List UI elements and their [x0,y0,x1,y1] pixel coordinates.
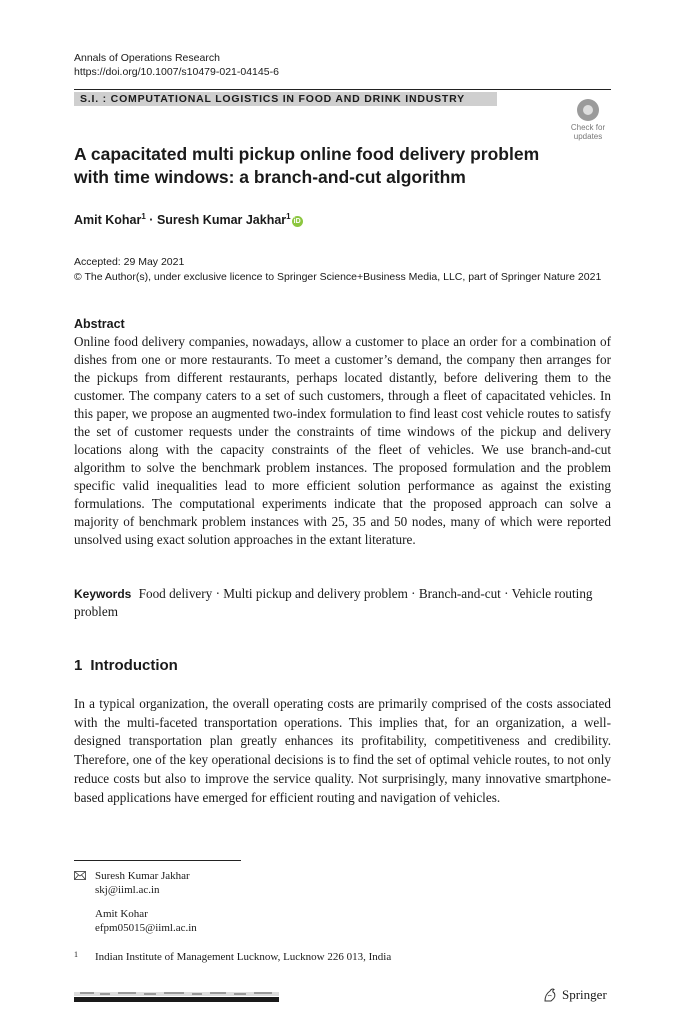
author-1-affiliation: 1 [141,212,146,221]
badge-line1: Check for [570,123,606,132]
doi-link[interactable]: https://doi.org/10.1007/s10479-021-04145-6 [74,66,279,78]
publication-meta [74,255,601,285]
keywords-label: Keywords [74,587,132,601]
springer-horse-icon [542,987,558,1003]
check-updates-icon [577,99,599,121]
orcid-icon[interactable]: iD [293,218,301,226]
footnote-rule [74,860,241,861]
footer-barcode-strip [74,991,279,1002]
envelope-icon [74,871,86,880]
header-rule [74,89,611,90]
affiliation: Indian Institute of Management Lucknow, Lucknow 226 013, India [95,951,392,963]
journal-name: Annals of Operations Research [74,52,220,64]
abstract-heading: Abstract [74,317,125,331]
keywords-text: Food delivery · Multi pickup and delivery problem · Branch-and-cut · Vehicle routing problem [74,586,593,619]
corresponding-author-name: Suresh Kumar Jakhar [95,870,190,882]
author-separator: · [145,213,157,228]
check-for-updates-badge[interactable] [567,99,609,143]
keywords [74,585,611,621]
section-title: Introduction [90,657,178,674]
badge-line2: updates [573,132,603,141]
introduction-text: In a typical organization, the overall operating costs are primarily comprised of the costs associated with the multi-faceted transportation operations. This implies that, for an organization, a well-designed transportation plan greatly enhances its profitability, competitiveness and credibility. Therefore, one of the key operational decisions is to find the set of optimal vehicle routes, to not only reduce costs but also to improve the service quality. Not surprisingly, many innovative smartphone-based applications have emerged for efficient routing and navigation of vehicles. [74,696,611,805]
section-heading-introduction [74,657,178,674]
abstract-text: Online food delivery companies, nowadays, allow a customer to place an order for a combination of dishes from one or more restaurants. To meet a customer’s demand, the company then arranges for the pickups from different restaurants, perhaps located distantly, before delivering them to the customer. The company caters to a set of such customers, through a fleet of capacitated vehicles. In this paper, we propose an augmented two-index formulation to find least cost vehicle routes to satisfy the set of customer requests under the constraints of time windows of the pickup and delivery locations along with the capacity constraints of the fleet of vehicles. We use branch-and-cut algorithm to solve the benchmark problem instances. The proposed formulation and the problem specific valid inequalities lead to more efficient solution performance as against the existing formulations. The computational experiments indicate that the proposed approach can solve a majority of benchmark problem instances with 25, 35 and 50 nodes, many of which were reported unsolved using exact solution approaches in the extant literature. [74,334,611,547]
corresponding-author-email[interactable]: skj@iiml.ac.in [95,884,160,896]
paper-title: A capacitated multi pickup online food delivery problem with time windows: a branch-and-cut algorithm [74,144,540,187]
section-number: 1 [74,657,83,674]
coauthor-email[interactable]: efpm05015@iiml.ac.in [95,922,197,934]
copyright-line: © The Author(s), under exclusive licence to Springer Science+Business Media, LLC, part of Springer Nature 2021 [74,271,602,283]
author-2-affiliation: 1 [286,212,291,221]
coauthor-name: Amit Kohar [95,908,148,920]
accepted-date: Accepted: 29 May 2021 [74,256,185,268]
publisher-name: Springer [562,987,607,1002]
section-tag: S.I. : COMPUTATIONAL LOGISTICS IN FOOD AND DRINK INDUSTRY [80,93,465,105]
affiliation-number: 1 [74,950,78,959]
author-1[interactable]: Amit Kohar [74,213,142,228]
publisher-logo [542,987,607,1003]
author-2[interactable]: Suresh Kumar Jakhar [156,213,287,228]
author-line [74,212,303,227]
journal-header [74,51,279,79]
